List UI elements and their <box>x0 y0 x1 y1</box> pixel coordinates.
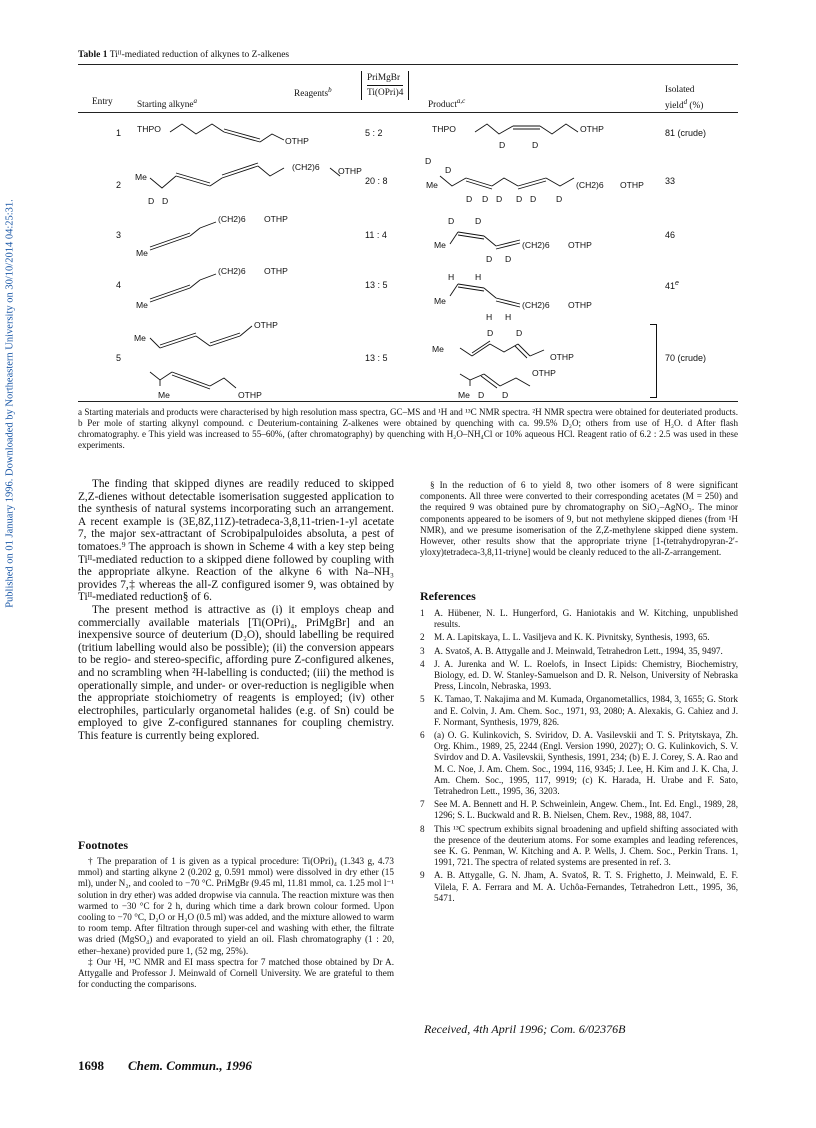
label-othp: OTHP <box>550 352 574 362</box>
reference-item: 3 A. Svatoš, A. B. Attygalle and J. Meinwald, Tetrahedron Lett., 1994, 35, 9497. <box>420 645 723 656</box>
yield-value: 81 (crude) <box>665 128 707 138</box>
label-h: H <box>475 272 482 282</box>
header-entry: Entry <box>92 97 113 107</box>
header-isolated-yield: Isolated yield$^d$ (%) <box>665 85 704 112</box>
label-d: D <box>448 216 455 226</box>
journal-name: Chem. Commun., 1996 <box>128 1058 252 1073</box>
product-entry-3 <box>450 232 520 249</box>
label-othp: OTHP <box>264 214 288 224</box>
download-watermark: Published on 01 January 1996. Downloaded by Northeastern University on 30/10/2014 04:25:31. <box>4 199 16 608</box>
label-ch2-6: (CH2)6 <box>292 162 320 172</box>
product-entry-4 <box>450 284 520 307</box>
label-thpo: THPO <box>137 124 161 134</box>
product-entry-1 <box>475 124 578 134</box>
label-d: D <box>516 328 523 338</box>
label-me: Me <box>136 248 148 258</box>
entry-number: 4 <box>116 280 122 290</box>
header-reagent-1: PriMgBr <box>367 73 401 83</box>
label-d: D <box>445 165 452 175</box>
label-me: Me <box>426 180 438 190</box>
chemical-structures <box>0 0 816 410</box>
received-line: Received, 4th April 1996; Com. 6/02376B <box>424 1022 626 1036</box>
left-column <box>78 478 394 742</box>
label-ch2-6: (CH2)6 <box>218 214 246 224</box>
label-d: D <box>486 254 493 264</box>
label-d: D <box>556 194 563 204</box>
label-d: D <box>502 390 509 400</box>
footnotes-heading: Footnotes <box>78 838 128 852</box>
label-me: Me <box>134 333 146 343</box>
body-paragraph-2: The present method is attractive as (i) it employs cheap and commercially available materials [Ti(OPri)₄, PriMgBr] and an inexpensive source of deuterium (D₂O), should labelling be required (tritium labelling would also be possible); (ii) the conversion appears to be regio- and stereo-specific, affording pure Z-configured alkenes, and no scrambling when ²H-labelling is conducted; (iii) the method is operationally simple, and under- or over-reduction is negligible when the appropriate stoichiometry of reagents is employed; (iv) other electrophiles, particularly organometal halides (e.g. of Sn) could be employed to give Z-configured stannanes for coupling chemistry. This feature is currently being explored. <box>78 603 394 742</box>
label-me: Me <box>434 296 446 306</box>
reagent-ratio: 13 : 5 <box>365 353 388 363</box>
label-d: D <box>505 254 512 264</box>
label-d: D <box>487 328 494 338</box>
header-product: Product$^{a,c}$ <box>428 97 466 111</box>
label-h: H <box>448 272 455 282</box>
label-othp: OTHP <box>568 240 592 250</box>
header-reagent-2: Ti(OPri)4 <box>367 85 403 100</box>
label-othp: OTHP <box>568 300 592 310</box>
reagent-ratio: 5 : 2 <box>365 128 383 138</box>
reference-item: 1 A. Hübener, N. L. Hungerford, G. Haniotakis and W. Kitching, unpublished results. <box>420 608 738 630</box>
reagent-ratio: 13 : 5 <box>365 280 388 290</box>
label-othp: OTHP <box>580 124 604 134</box>
label-d: D <box>148 196 155 206</box>
label-ch2-6: (CH2)6 <box>576 180 604 190</box>
label-ch2-6: (CH2)6 <box>522 240 550 250</box>
label-othp: OTHP <box>532 368 556 378</box>
entry-number: 5 <box>116 353 122 363</box>
yield-value: 41e <box>665 280 679 291</box>
reagent-ratio: 11 : 4 <box>365 230 387 240</box>
yield-value: 33 <box>665 176 676 186</box>
label-ch2-6: (CH2)6 <box>218 266 246 276</box>
label-d: D <box>425 156 432 166</box>
label-ch2-6: (CH2)6 <box>522 300 550 310</box>
table-number: Table 1 <box>78 50 108 60</box>
table-bottom-rule <box>78 401 738 402</box>
reference-item: 4 J. A. Jurenka and W. L. Roelofs, in Insect Lipids: Chemistry, Biochemistry, Biology, ed. D. W. Stanley-Samuelson and D. R. Nelson, University of Nebraska Press, Lincoln, Nebraska, 1993. <box>420 658 738 692</box>
yield-value: 46 <box>665 230 676 240</box>
entry-number: 3 <box>116 230 122 240</box>
entry-number: 2 <box>116 180 122 190</box>
reagent-ratio: 20 : 8 <box>365 176 388 186</box>
alkyne-entry-5 <box>150 326 252 389</box>
references-heading: References <box>420 589 476 603</box>
label-othp: OTHP <box>620 180 644 190</box>
header-isolated: Isolated <box>665 85 695 95</box>
reference-item: 7 See M. A. Bennett and H. P. Schweinlein, Angew. Chem., Int. Ed. Engl., 1989, 28, 1296; S. L. Buckwald and R. B. Nielsen, Chem. Rev., 1988, 88, 1047. <box>420 799 738 821</box>
label-me: Me <box>135 172 147 182</box>
label-d: D <box>466 194 473 204</box>
footnotes-block <box>78 856 394 990</box>
label-d: D <box>162 196 169 206</box>
label-me: Me <box>432 344 444 354</box>
footnote-double-dagger: ‡ Our ¹H, ¹³C NMR and EI mass spectra for 7 matched those obtained by Dr A. Attygalle and Professor J. Meinwald of Cornell University. We are grateful to them for conducting the comparisons. <box>78 956 394 990</box>
table-caption: Tiᴵᴵ-mediated reduction of alkynes to Z-alkenes <box>109 50 290 60</box>
reference-item: 8 This ¹³C spectrum exhibits signal broadening and upfield shifting associated with the presence of the deuterium atoms. For some examples and leading references, see K. G. Penman, W. Kitching and A. P. Wells, J. Chem. Soc., Perkin Trans. 1, 1991, 721. The spectra of related systems are presented in ref. 3. <box>420 823 738 868</box>
alkyne-entry-4 <box>150 274 216 302</box>
label-d: D <box>516 194 523 204</box>
label-thpo: THPO <box>432 124 456 134</box>
reference-item: 5 K. Tamao, T. Nakajima and M. Kumada, Organometallics, 1984, 3, 1655; G. Stork and E. Colvin, J. Am. Chem. Soc., 1971, 93, 2080; A. Alexakis, G. Cahiez and J. F. Normant, Synthesis, 1979, 826. <box>420 694 738 727</box>
footnote-section: § In the reduction of 6 to yield 8, two other isomers of 8 were significant components. All three were converted to their corresponding acetates (M = 250) and the required 9 was obtained pure by chromatography on SiO₂–AgNO₃. The minor components appeared to be isomers of 9, but not methylene skipped dienes (from ¹H NMR), and we presume isomerisation of the Z,Z-methylene skipped diene system. However, other results show that the appropriate triyne [1-(tetrahydropyran-2′-yloxy)tetradeca-3,8,11-triyne] would be cleanly reduced to the all-Z-arrangement. <box>420 480 738 558</box>
reference-item: 9 A. B. Attygalle, G. N. Jham, A. Svatoš, R. T. S. Frighetto, J. Meinwald, E. F. Vilela, F. A. Ferrara and M. A. Uchôa-Fernandes, Tetrahedron Lett., 1995, 36, 5471. <box>420 870 738 903</box>
body-paragraph-1: The finding that skipped diynes are readily reduced to skipped Z,Z-dienes without detectable isomerisation suggested application to the synthesis of natural systems incorporating such an arrangement. A recent example is (3E,8Z,11Z)-tetradeca-3,8,11-trien-1-yl acetate 7, the major sex-attractant of Scrobipalpuloides absoluta, a pest of tomatoes.⁹ The approach is shown in Scheme 4 with a key step being Tiᴵᴵ-mediated reduction to a skipped diene followed by coupling with the appropriate alkyne. Reaction of the alkyne 6 with Na–NH₃ provides 7,‡ whereas the all-Z configured isomer 9, was obtained by Tiᴵᴵ-mediated reduction§ of 6. <box>78 478 394 604</box>
label-me: Me <box>434 240 446 250</box>
label-othp: OTHP <box>338 166 362 176</box>
label-me: Me <box>458 390 470 400</box>
table-footnote: a Starting materials and products were characterised by high resolution mass spectra, GC–MS and ¹H and ¹³C NMR spectra. ²H NMR spectra were obtained for deuteriated products. b Per mole of starting alkynyl compound. c Deuterium-containing Z-alkenes were obtained by quenching with ca. 99.5% D₂O; others from use of H₂O. d After flash chromatography. e This yield was increased to 55–60%, (after chromatography) by quenching with H₂O–NH₄Cl or 10% aqueous HCl. Reagent ratio of 6.2 : 2.5 was used in these experiments. <box>78 407 738 450</box>
header-starting-alkyne: Starting alkyne$^a$ <box>137 97 198 111</box>
reference-list <box>420 608 738 906</box>
alkyne-entry-3 <box>150 222 216 250</box>
label-d: D <box>482 194 489 204</box>
product-entry-5 <box>460 341 544 388</box>
label-othp: OTHP <box>254 320 278 330</box>
reference-item: 6 (a) O. G. Kulinkovich, S. Sviridov, D. A. Vasilevskii and T. S. Pritytskaya, Zh. Org. Khim., 1989, 25, 2244 (Engl. Version 1990, 2027); O. G. Kulinkovich, S. V. Svirdov and D. A. Vasilevskii, Synthesis, 1991, 234; (b) E. J. Corey, S. A. Rao and M. C. Noe, J. Am. Chem. Soc., 1994, 116, 9345; J. Lee, H. Kim and J. K. Cha, J. Am. Chem. Soc., 1995, 117, 9919; (c) K. Harada, H. Urabe and F. Sato, Tetrahedron Lett., 1995, 36, 3203. <box>420 730 738 797</box>
page-number: 1698 <box>78 1058 104 1073</box>
label-d: D <box>475 216 482 226</box>
label-othp: OTHP <box>238 390 262 400</box>
label-me: Me <box>136 300 148 310</box>
label-me: Me <box>158 390 170 400</box>
label-d: D <box>478 390 485 400</box>
label-h: H <box>486 312 493 322</box>
header-reagents: Reagents$^b$ <box>294 86 332 100</box>
yield-value: 70 (crude) <box>665 353 707 363</box>
label-d: D <box>532 140 539 150</box>
label-d: D <box>499 140 506 150</box>
footnote-dagger: † The preparation of 1 is given as a typical procedure: Ti(OPri)₄ (1.343 g, 4.73 mmol) and starting alkyne 2 (0.202 g, 0.591 mmol) were dissolved in dry ether (15 ml), under N₂, and cooled to −70 °C. PriMgBr (9.45 ml, 11.81 mmol, ca. 1.25 mol l⁻¹ solution in dry ether) was added dropwise via cannula. The reaction mixture was then warmed to −30 °C for 2 h, during which time a dark brown colour formed. Upon cooling to −70 °C, D₂O or H₂O (0.5 ml) was added, and the mixture allowed to warm to room temp. After filtration through super-cel and washing with ether, the filtrate was dried (MgSO₄) and evaporated to yield an oil. Flash chromatography (1 : 20, ether–hexane) provided pure 1, (52 mg, 25%). <box>78 856 394 956</box>
reference-item: 2 M. A. Lapitskaya, L. L. Vasiljeva and K. K. Pivnitsky, Synthesis, 1993, 65. <box>420 632 710 643</box>
label-h: H <box>505 312 512 322</box>
alkyne-entry-1 <box>170 124 284 142</box>
label-othp: OTHP <box>264 266 288 276</box>
label-othp: OTHP <box>285 136 309 146</box>
label-d: D <box>496 194 503 204</box>
label-d: D <box>530 194 537 204</box>
entry-number: 1 <box>116 128 122 138</box>
product-entry-2 <box>440 176 574 189</box>
